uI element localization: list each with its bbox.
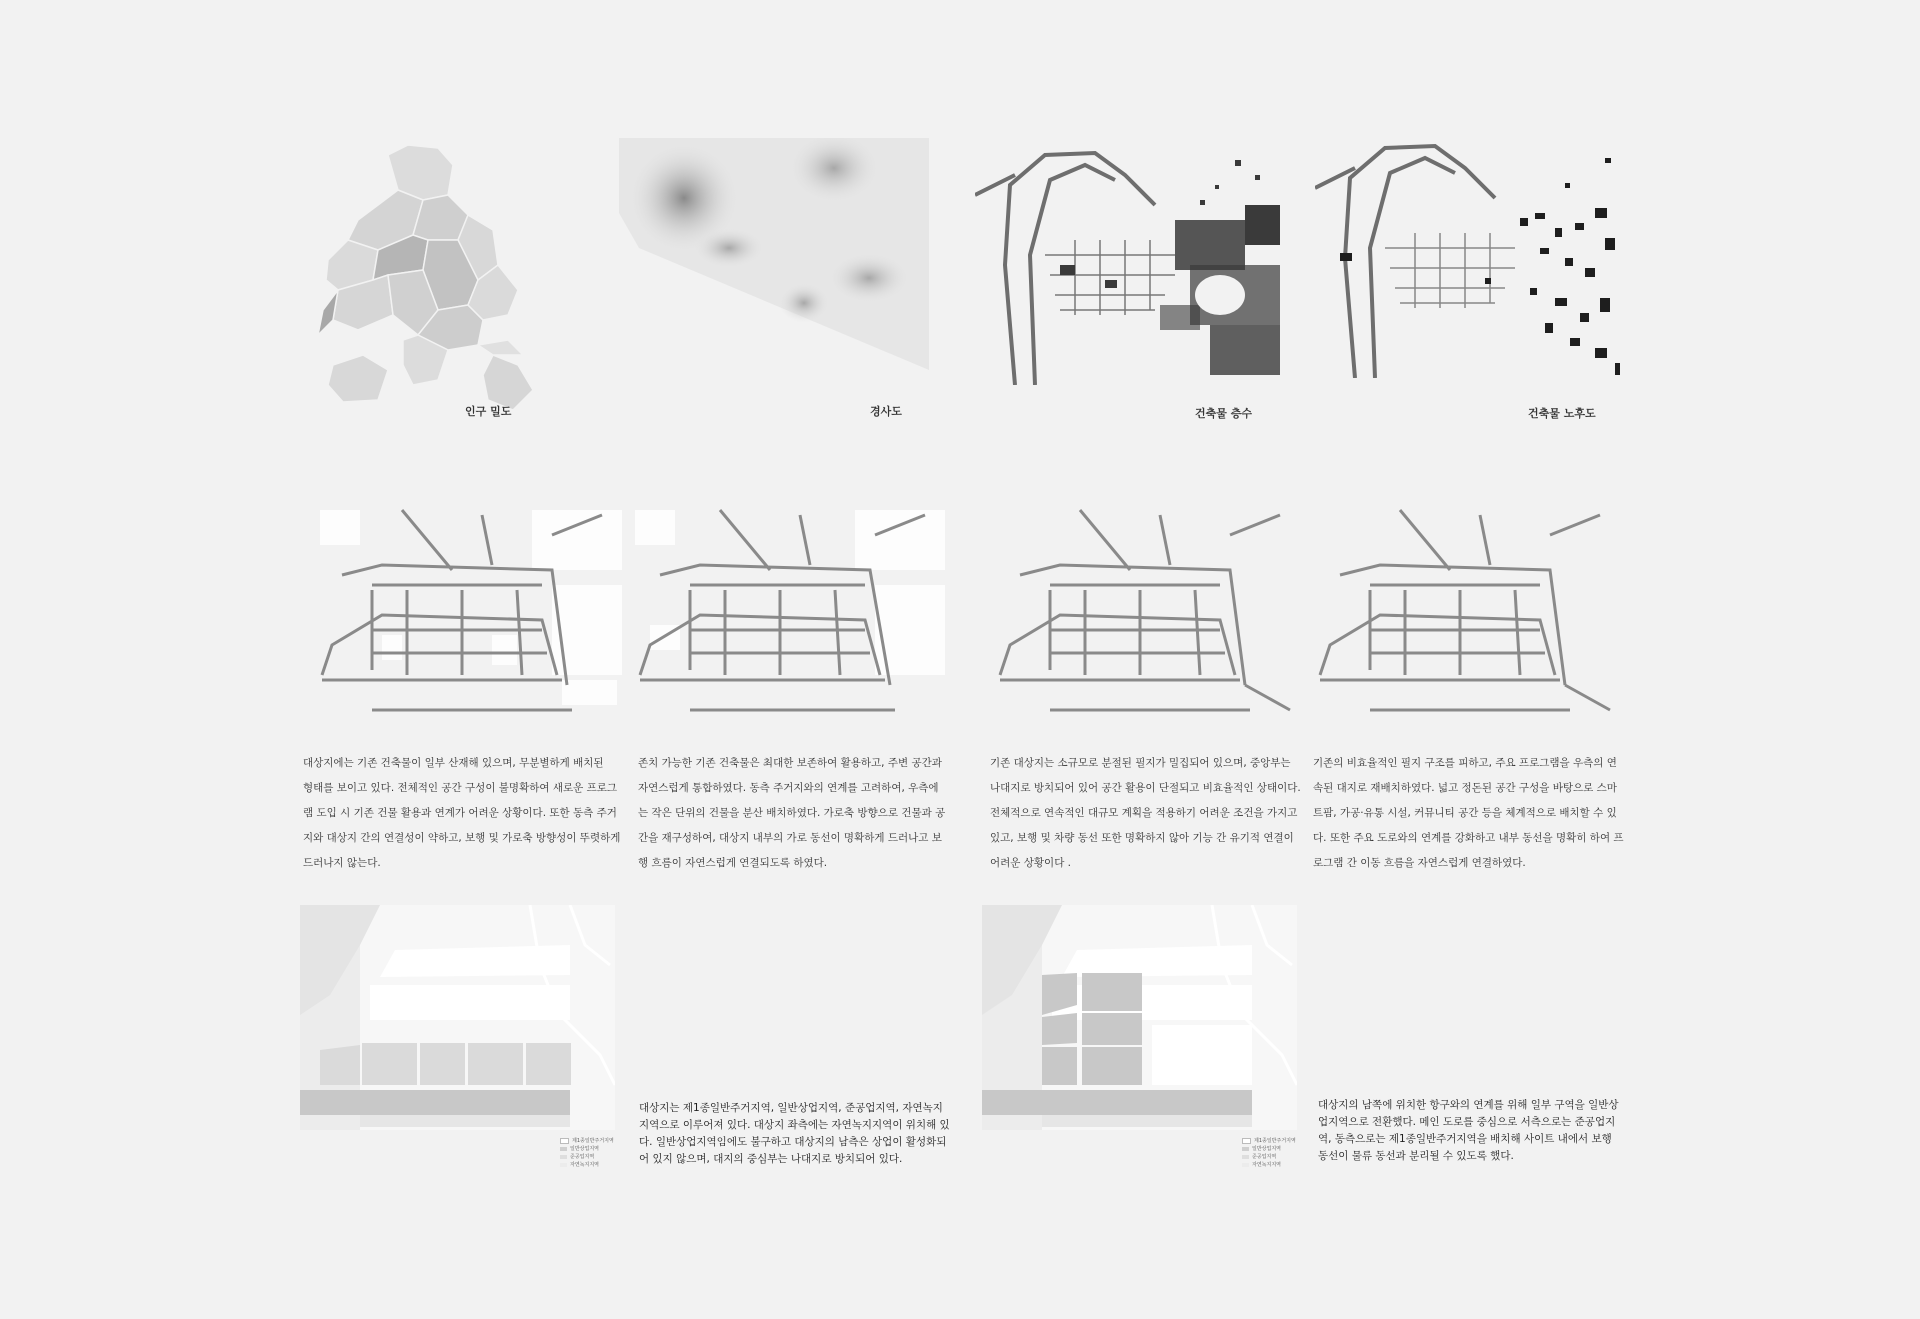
text-existing-buildings: 대상지에는 기존 건축물이 일부 산재해 있으며, 무분별하게 배치된 형태를 보이고 있다. 전체적인 공간 구성이 불명확하여 새로운 프로그 램 도입 시 기존 건물 활용과 연계가 어려운 상황이다. 또한 동측 주거 지와 대상지 간의 연결성이 약하고, 보행 및 가로축 방향성이 뚜렷하게 드러나지 않는다. bbox=[303, 757, 621, 869]
legend-item: 일반상업지역 bbox=[1242, 1145, 1296, 1153]
zoning-map-proposed bbox=[982, 905, 1297, 1130]
text-zoning-proposed: 대상지의 남쪽에 위치한 항구와의 연계를 위해 일부 구역을 일반상 업지역으로 전환했다. 메인 도로를 중심으로 서측으로는 준공업지 역, 동측으로는 제1종일반주거지역을 배치해 사이트 내에서 보행 동선이 물류 동선과 분리될 수 있도록 했다. bbox=[1318, 1099, 1619, 1162]
caption-population-density: 인구 밀도 bbox=[465, 405, 512, 418]
text-existing-parcels: 기존 대상지는 소규모로 분절된 필지가 밀집되어 있으며, 중앙부는 나대지로 방치되어 있어 공간 활용이 단절되고 비효율적인 상태이다. 전체적으로 연속적인 대규모 계획을 적용하기 어려운 조건을 가지고 있고, 보행 및 차량 동선 또한 명확하지 않아 기능 간 유기적 연결이 어려운 상황이다 . bbox=[990, 757, 1301, 869]
building-age-map bbox=[1315, 138, 1620, 378]
plan-relocated-parcels bbox=[1310, 505, 1620, 717]
legend-item: 일반상업지역 bbox=[560, 1145, 614, 1153]
plan-existing-parcels bbox=[990, 505, 1300, 717]
population-density-map bbox=[318, 140, 558, 415]
text-relocated-parcels: 기존의 비효율적인 필지 구조를 피하고, 주요 프로그램을 우측의 연 속된 대지로 재배치하였다. 넓고 정돈된 공간 구성을 바탕으로 스마 트팜, 가공·유통 시설, 커뮤니티 공간 등을 체계적으로 배치할 수 있 다. 또한 주요 도로와의 연계를 강화하고 내부 동선을 명확히 하여 프 로그램 간 이동 흐름을 자연스럽게 연결하였다. bbox=[1313, 757, 1624, 869]
legend-item: 자연녹지지역 bbox=[560, 1161, 614, 1169]
caption-slope: 경사도 bbox=[870, 405, 902, 418]
zoning-map-existing bbox=[300, 905, 615, 1130]
zoning-legend-2 bbox=[1242, 1137, 1296, 1169]
caption-building-floors: 건축물 층수 bbox=[1195, 407, 1252, 420]
plan-existing-buildings bbox=[312, 505, 622, 717]
zoning-legend-1 bbox=[560, 1137, 614, 1169]
legend-item: 준공업지역 bbox=[1242, 1153, 1296, 1161]
legend-item: 제1종일반주거지역 bbox=[1242, 1137, 1296, 1145]
building-floors-map bbox=[975, 145, 1280, 385]
slope-map bbox=[619, 138, 929, 370]
legend-item: 제1종일반주거지역 bbox=[560, 1137, 614, 1145]
caption-building-age: 건축물 노후도 bbox=[1528, 407, 1596, 420]
legend-item: 자연녹지지역 bbox=[1242, 1161, 1296, 1169]
plan-preserved-buildings bbox=[630, 505, 945, 717]
text-preserved-buildings: 존치 가능한 기존 건축물은 최대한 보존하여 활용하고, 주변 공간과 자연스럽게 통합하였다. 동측 주거지와의 연계를 고려하여, 우측에 는 작은 단위의 건물을 분산 배치하였다. 가로축 방향으로 건물과 공 간을 재구성하여, 대상지 내부의 가로 동선이 명확하게 드러나고 보 행 흐름이 자연스럽게 연결되도록 하였다. bbox=[638, 757, 946, 869]
legend-item: 준공업지역 bbox=[560, 1153, 614, 1161]
text-zoning-existing: 대상지는 제1종일반주거지역, 일반상업지역, 준공업지역, 자연녹지 지역으로 이루어져 있다. 대상지 좌측에는 자연녹지지역이 위치해 있 다. 일반상업지역임에도 불구하고 대상지의 남측은 상업이 활성화되 어 있지 않으며, 대지의 중심부는 나대지로 방치되어 있다. bbox=[639, 1102, 950, 1165]
